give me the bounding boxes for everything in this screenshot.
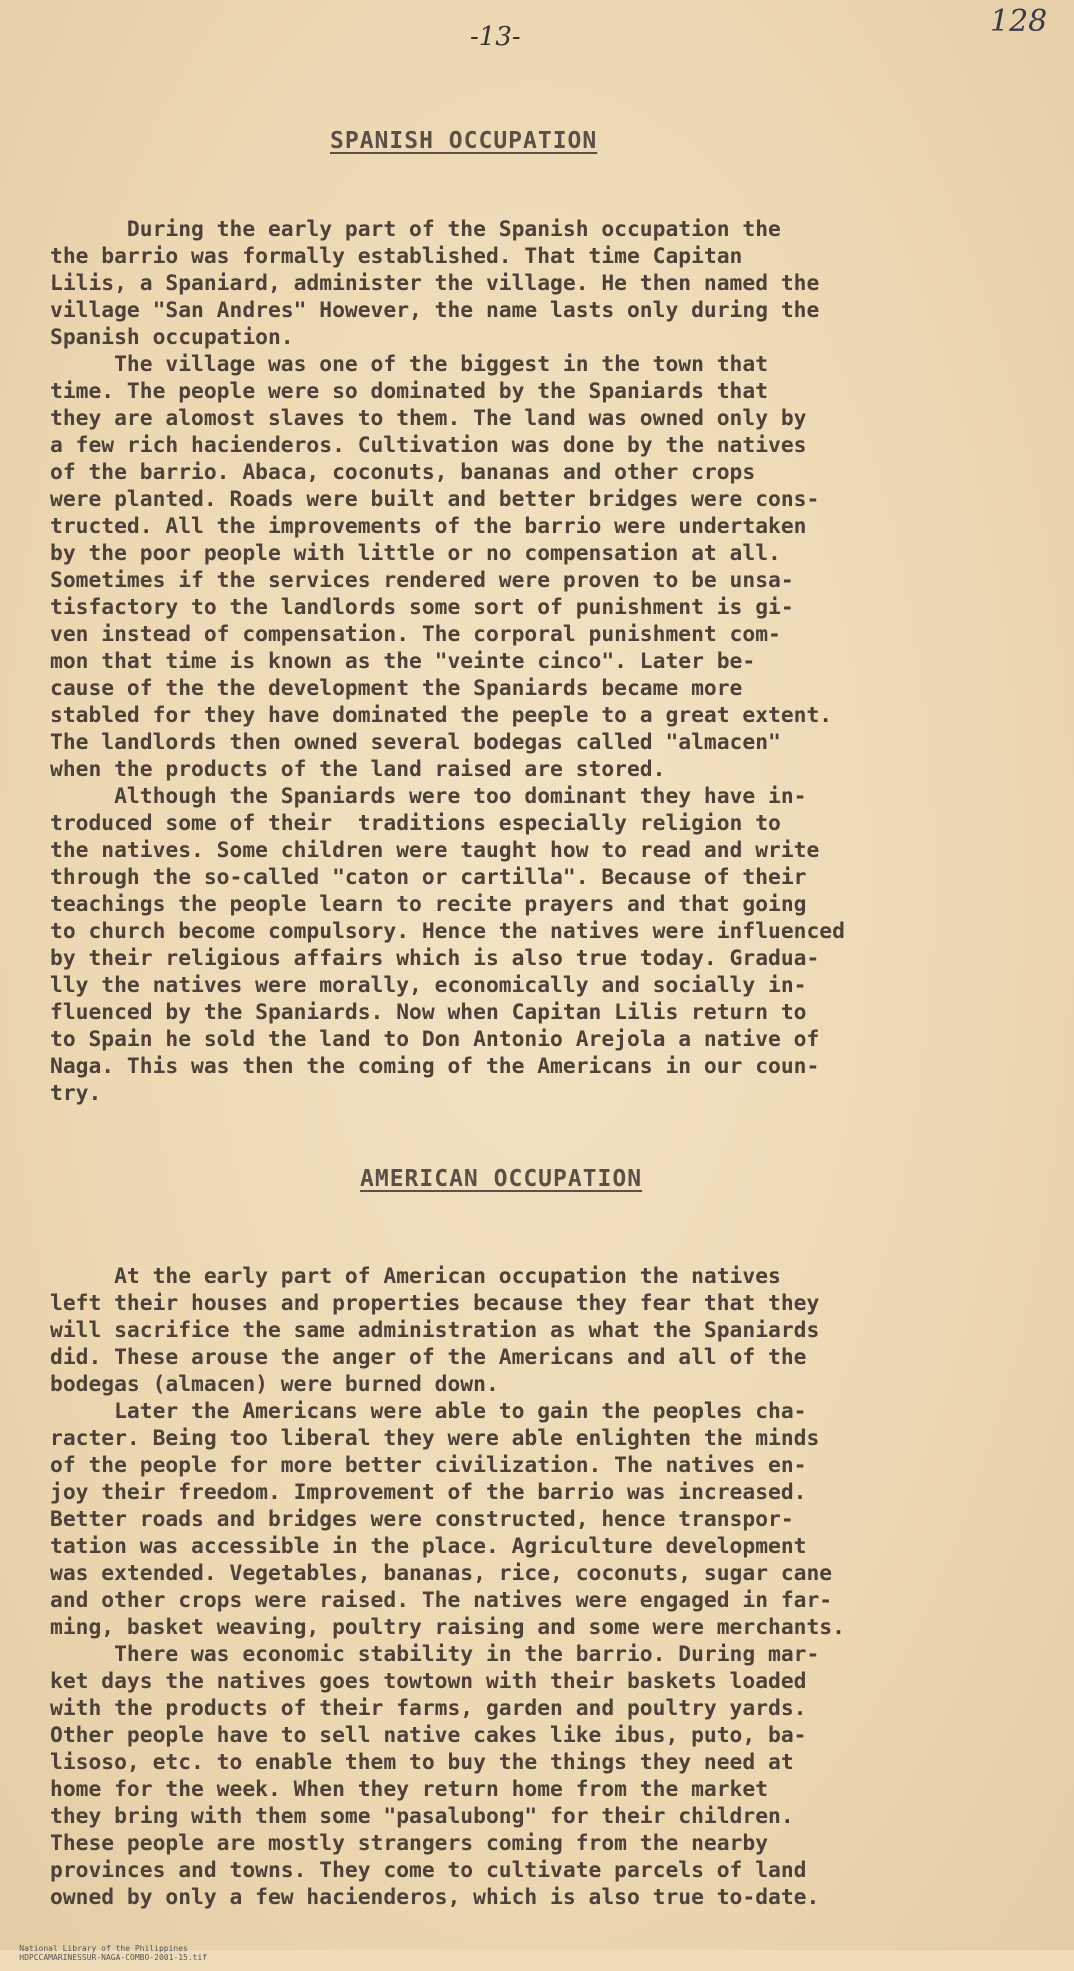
text-line: by their religious affairs which is also true today. Gradua-	[50, 946, 820, 971]
text-line: lly the natives were morally, economically and socially in-	[50, 973, 807, 998]
text-line: by the poor people with little or no compensation at all.	[50, 541, 781, 566]
text-line: left their houses and properties because they fear that they	[50, 1291, 820, 1316]
text-line: mon that time is known as the "veinte cinco". Later be-	[50, 649, 756, 674]
text-line: Other people have to sell native cakes like ibus, puto, ba-	[50, 1723, 807, 1748]
text-line: tation was accessible in the place. Agriculture development	[50, 1534, 807, 1559]
text-line: Better roads and bridges were constructed, hence transpor-	[50, 1507, 794, 1532]
text-line: owned by only a few hacienderos, which is also true to-date.	[50, 1885, 820, 1910]
text-line: Later the Americans were able to gain the peoples cha-	[50, 1399, 807, 1424]
text-line: a few rich hacienderos. Cultivation was done by the natives	[50, 433, 807, 458]
text-line: try.	[50, 1081, 102, 1106]
archive-number: 128	[990, 4, 1048, 39]
text-line: with the products of their farms, garden and poultry yards.	[50, 1696, 807, 1721]
text-line: village "San Andres" However, the name lasts only during the	[50, 298, 820, 323]
footer-file: HDPCCAMARINESSUR-NAGA-COMBO-2001-15.tif	[19, 1953, 208, 1962]
text-line: they are alomost slaves to them. The land was owned only by	[50, 406, 807, 431]
text-line: the natives. Some children were taught how to read and write	[50, 838, 820, 863]
text-line: Sometimes if the services rendered were proven to be unsa-	[50, 568, 794, 593]
text-line: During the early part of the Spanish occupation the	[50, 217, 781, 242]
text-line: will sacrifice the same administration as what the Spaniards	[50, 1318, 820, 1343]
text-line: Although the Spaniards were too dominant they have in-	[50, 784, 807, 809]
text-line: was extended. Vegetables, bananas, rice, coconuts, sugar cane	[50, 1561, 833, 1586]
text-line: fluenced by the Spaniards. Now when Capitan Lilis return to	[50, 1000, 807, 1025]
text-line: they bring with them some "pasalubong" for their children.	[50, 1804, 794, 1829]
text-line: cause of the the development the Spaniards became more	[50, 676, 743, 701]
section-heading-american: AMERICAN OCCUPATION	[360, 1166, 643, 1192]
text-line: through the so-called "caton or cartilla". Because of their	[50, 865, 807, 890]
text-line: lisoso, etc. to enable them to buy the things they need at	[50, 1750, 794, 1775]
text-line: were planted. Roads were built and better bridges were cons-	[50, 487, 820, 512]
text-line: troduced some of their traditions especially religion to	[50, 811, 781, 836]
text-line: tisfactory to the landlords some sort of punishment is gi-	[50, 595, 794, 620]
text-line: of the barrio. Abaca, coconuts, bananas and other crops	[50, 460, 756, 485]
text-line: to Spain he sold the land to Don Antonio Arejola a native of	[50, 1027, 820, 1052]
text-line: There was economic stability in the barrio. During mar-	[50, 1642, 820, 1667]
text-line: ket days the natives goes towtown with their baskets loaded	[50, 1669, 807, 1694]
section-body-american	[50, 1263, 1030, 1911]
text-line: stabled for they have dominated the peeple to a great extent.	[50, 703, 833, 728]
text-line: tructed. All the improvements of the barrio were undertaken	[50, 514, 807, 539]
text-line: ming, basket weaving, poultry raising and some were merchants.	[50, 1615, 845, 1640]
text-line: The landlords then owned several bodegas called "almacen"	[50, 730, 781, 755]
section-body-spanish	[50, 216, 1030, 1107]
text-line: when the products of the land raised are stored.	[50, 757, 666, 782]
text-line: racter. Being too liberal they were able enlighten the minds	[50, 1426, 820, 1451]
text-line: of the people for more better civilization. The natives en-	[50, 1453, 807, 1478]
text-line: provinces and towns. They come to cultivate parcels of land	[50, 1858, 807, 1883]
text-line: and other crops were raised. The natives were engaged in far-	[50, 1588, 833, 1613]
text-line: teachings the people learn to recite prayers and that going	[50, 892, 807, 917]
text-line: These people are mostly strangers coming from the nearby	[50, 1831, 769, 1856]
text-line: Lilis, a Spaniard, administer the village. He then named the	[50, 271, 820, 296]
footer-library: National Library of the Philippines	[19, 1944, 188, 1953]
page-number: -13-	[470, 22, 521, 52]
text-line: At the early part of American occupation the natives	[50, 1264, 781, 1289]
text-line: did. These arouse the anger of the Americans and all of the	[50, 1345, 807, 1370]
text-line: the barrio was formally established. That time Capitan	[50, 244, 743, 269]
footer	[0, 1935, 229, 1971]
section-heading-spanish: SPANISH OCCUPATION	[330, 128, 598, 154]
text-line: home for the week. When they return home from the market	[50, 1777, 769, 1802]
text-line: ven instead of compensation. The corporal punishment com-	[50, 622, 781, 647]
text-line: to church become compulsory. Hence the natives were influenced	[50, 919, 845, 944]
text-line: time. The people were so dominated by the Spaniards that	[50, 379, 769, 404]
text-line: Naga. This was then the coming of the Americans in our coun-	[50, 1054, 820, 1079]
text-line: joy their freedom. Improvement of the barrio was increased.	[50, 1480, 807, 1505]
text-line: bodegas (almacen) were burned down.	[50, 1372, 499, 1397]
text-line: Spanish occupation.	[50, 325, 294, 350]
text-line: The village was one of the biggest in the town that	[50, 352, 769, 377]
